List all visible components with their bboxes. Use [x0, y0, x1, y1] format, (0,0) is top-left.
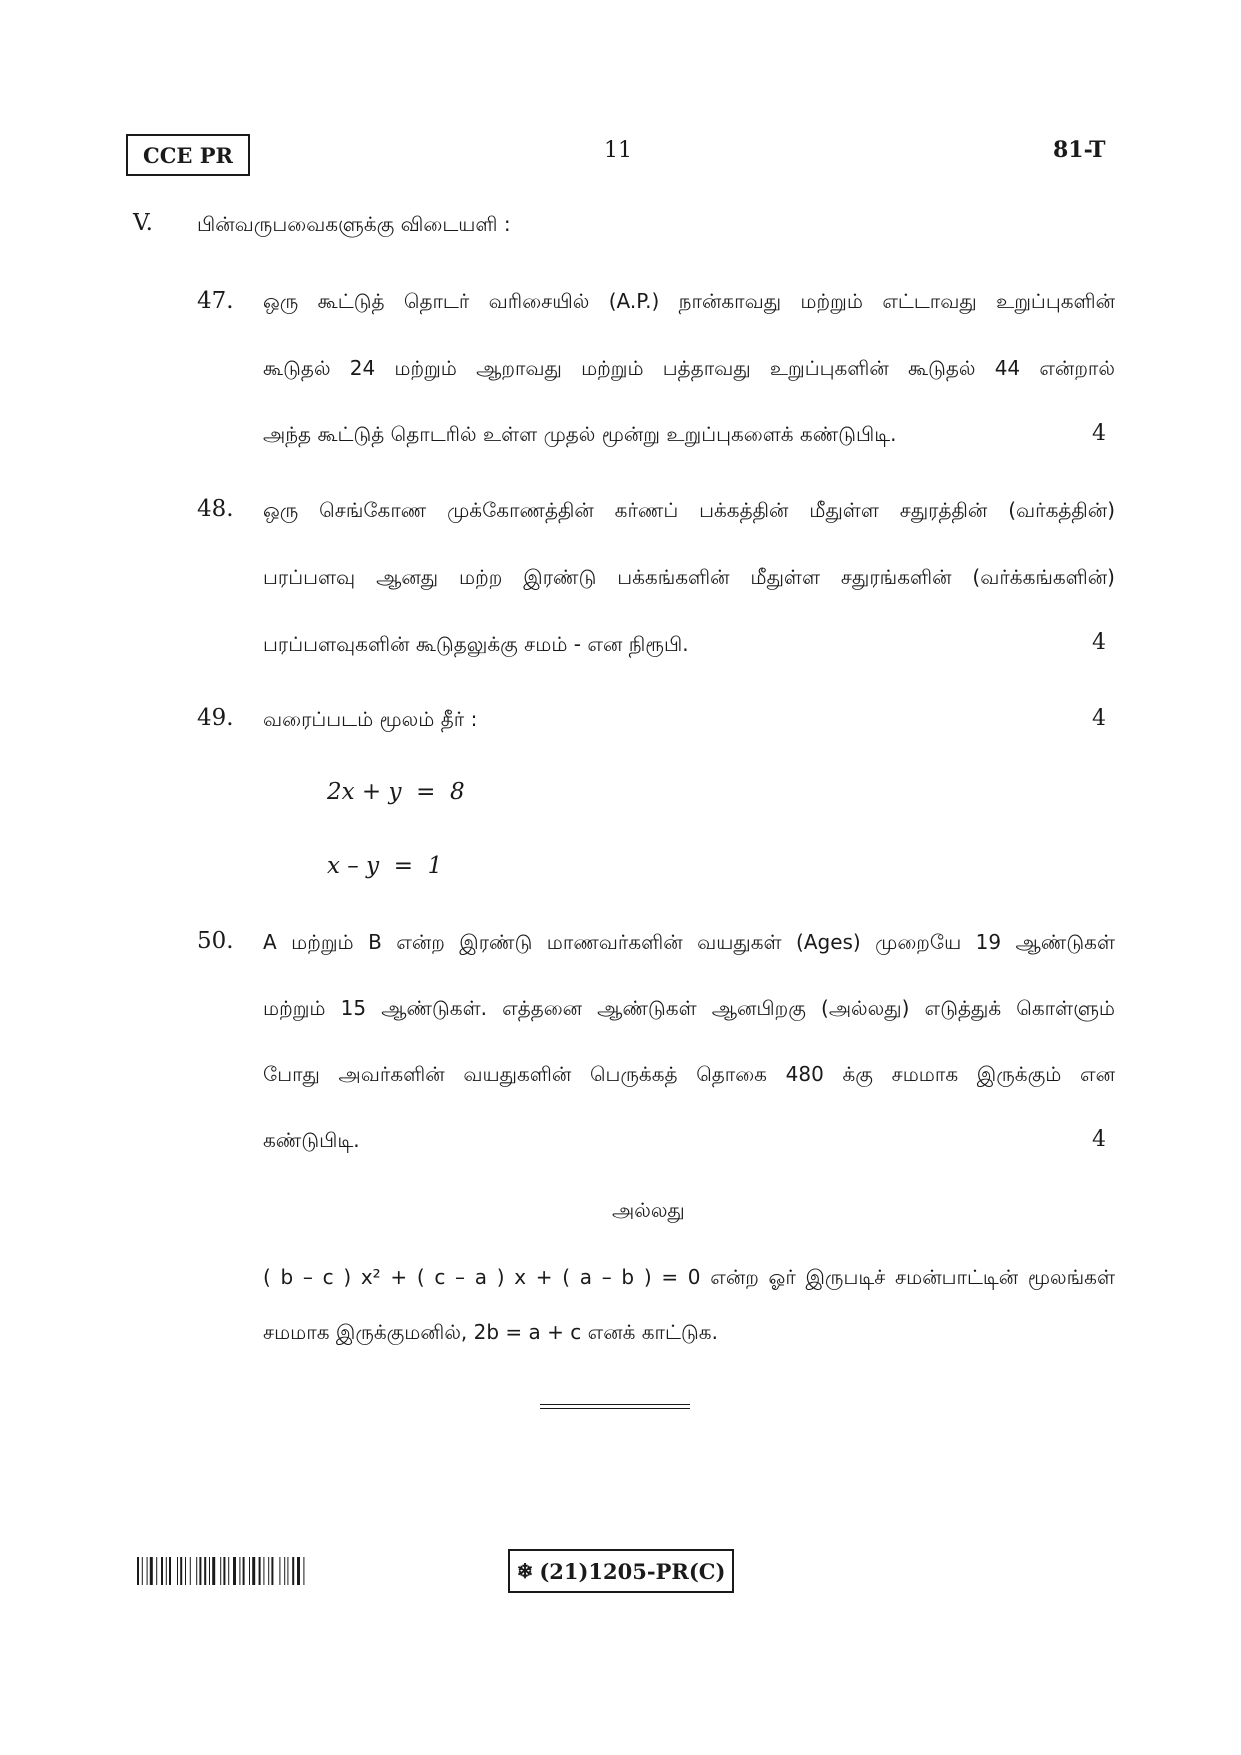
q48-line-3: பரப்பளவுகளின் கூடுதலுக்கு சமம் - என நிரூபி. — [263, 632, 689, 656]
q50-marks: 4 — [1092, 1127, 1106, 1152]
page-number: 11 — [604, 138, 632, 163]
q47-marks: 4 — [1092, 421, 1106, 446]
barcode-bar — [287, 1557, 288, 1585]
barcode-bar — [166, 1557, 167, 1585]
barcode-bar — [156, 1557, 157, 1585]
barcode-bar — [204, 1557, 206, 1585]
barcode-bar — [199, 1557, 201, 1585]
or-label: அல்லது — [612, 1198, 685, 1222]
barcode-bar — [268, 1557, 269, 1585]
code-box-label: CCE PR — [143, 142, 233, 168]
barcode-bar — [212, 1557, 215, 1585]
barcode-bar — [220, 1557, 221, 1585]
q48-number: 48. — [197, 496, 234, 522]
barcode-bar — [228, 1557, 229, 1585]
barcode-bar — [161, 1557, 163, 1585]
q48-line-2: பரப்பளவு ஆனது மற்ற இரண்டு பக்கங்களின் மீதுள்ள சதுரங்களின் (வர்க்கங்களின்) — [263, 565, 1115, 589]
section-instruction: பின்வருபவைகளுக்கு விடையளி : — [197, 212, 511, 236]
barcode-bar — [233, 1557, 236, 1585]
q50-line-4: கண்டுபிடி. — [263, 1128, 360, 1152]
q50-alt-line-2: சமமாக இருக்குமனில், 2b = a + c எனக் காட்டுக. — [263, 1320, 718, 1344]
q48-line-1: ஒரு செங்கோண முக்கோணத்தின் கர்ணப் பக்கத்தின் மீதுள்ள சதுரத்தின் (வர்கத்தின்) — [263, 498, 1115, 522]
barcode-bar — [292, 1557, 294, 1585]
q47-number: 47. — [197, 288, 234, 314]
barcode-bar — [169, 1557, 171, 1585]
q49-marks: 4 — [1092, 706, 1106, 731]
barcode-bar — [284, 1557, 285, 1585]
q48-marks: 4 — [1092, 630, 1106, 655]
barcode — [137, 1557, 362, 1585]
q50-line-2: மற்றும் 15 ஆண்டுகள். எத்தனை ஆண்டுகள் ஆனபிறகு (அல்லது) எடுத்துக் கொள்ளும் — [263, 996, 1115, 1020]
barcode-bar — [252, 1557, 255, 1585]
q49-equation-1: 2x + y = 8 — [327, 779, 465, 805]
barcode-bar — [243, 1557, 245, 1585]
q50-line-1: A மற்றும் B என்ற இரண்டு மாணவர்களின் வயதுகள் (Ages) முறையே 19 ஆண்டுகள் — [263, 930, 1115, 954]
snowflake-icon: ❄ — [516, 1559, 534, 1583]
q47-line-2: கூடுதல் 24 மற்றும் ஆறாவது மற்றும் பத்தாவது உறுப்புகளின் கூடுதல் 44 என்றால் — [263, 356, 1115, 380]
barcode-bar — [223, 1557, 225, 1585]
q50-alt-line-1: ( b – c ) x² + ( c – a ) x + ( a – b ) = 0 என்ற ஓர் இருபடிச் சமன்பாட்டின் மூலங்கள் — [263, 1265, 1115, 1289]
q50-line-3: போது அவர்களின் வயதுகளின் பெருக்கத் தொகை 480 க்கு சமமாக இருக்கும் என — [263, 1062, 1115, 1086]
barcode-bar — [239, 1557, 240, 1585]
barcode-bar — [142, 1557, 143, 1585]
paper-code: 81-T — [1053, 137, 1106, 163]
barcode-bar — [297, 1557, 300, 1585]
barcode-bar — [177, 1557, 178, 1585]
barcode-bar — [150, 1557, 153, 1585]
q47-line-3: அந்த கூட்டுத் தொடரில் உள்ள முதல் மூன்று உறுப்புகளைக் கண்டுபிடி. — [263, 422, 897, 446]
barcode-graphic — [137, 1557, 362, 1585]
barcode-bar — [147, 1557, 148, 1585]
barcode-bar — [271, 1557, 273, 1585]
q49-text: வரைப்படம் மூலம் தீர் : — [263, 707, 478, 731]
barcode-bar — [279, 1557, 280, 1585]
footer-code-box — [508, 1549, 734, 1593]
q50-number: 50. — [197, 928, 234, 954]
barcode-bar — [137, 1557, 139, 1585]
barcode-bar — [190, 1557, 191, 1585]
barcode-bar — [196, 1557, 197, 1585]
q47-line-1: ஒரு கூட்டுத் தொடர் வரிசையில் (A.P.) நான்காவது மற்றும் எட்டாவது உறுப்புகளின் — [263, 289, 1115, 313]
barcode-bar — [303, 1557, 304, 1585]
q49-number: 49. — [197, 705, 234, 731]
section-roman: V. — [133, 210, 153, 236]
barcode-bar — [185, 1557, 186, 1585]
q49-equation-2: x – y = 1 — [327, 853, 443, 879]
barcode-bar — [180, 1557, 182, 1585]
end-rule — [540, 1404, 690, 1409]
barcode-bar — [259, 1557, 261, 1585]
footer-code: (21)1205-PR(C) — [539, 1558, 726, 1584]
barcode-bar — [209, 1557, 210, 1585]
code-box — [126, 134, 250, 176]
barcode-bar — [249, 1557, 250, 1585]
barcode-bar — [263, 1557, 264, 1585]
